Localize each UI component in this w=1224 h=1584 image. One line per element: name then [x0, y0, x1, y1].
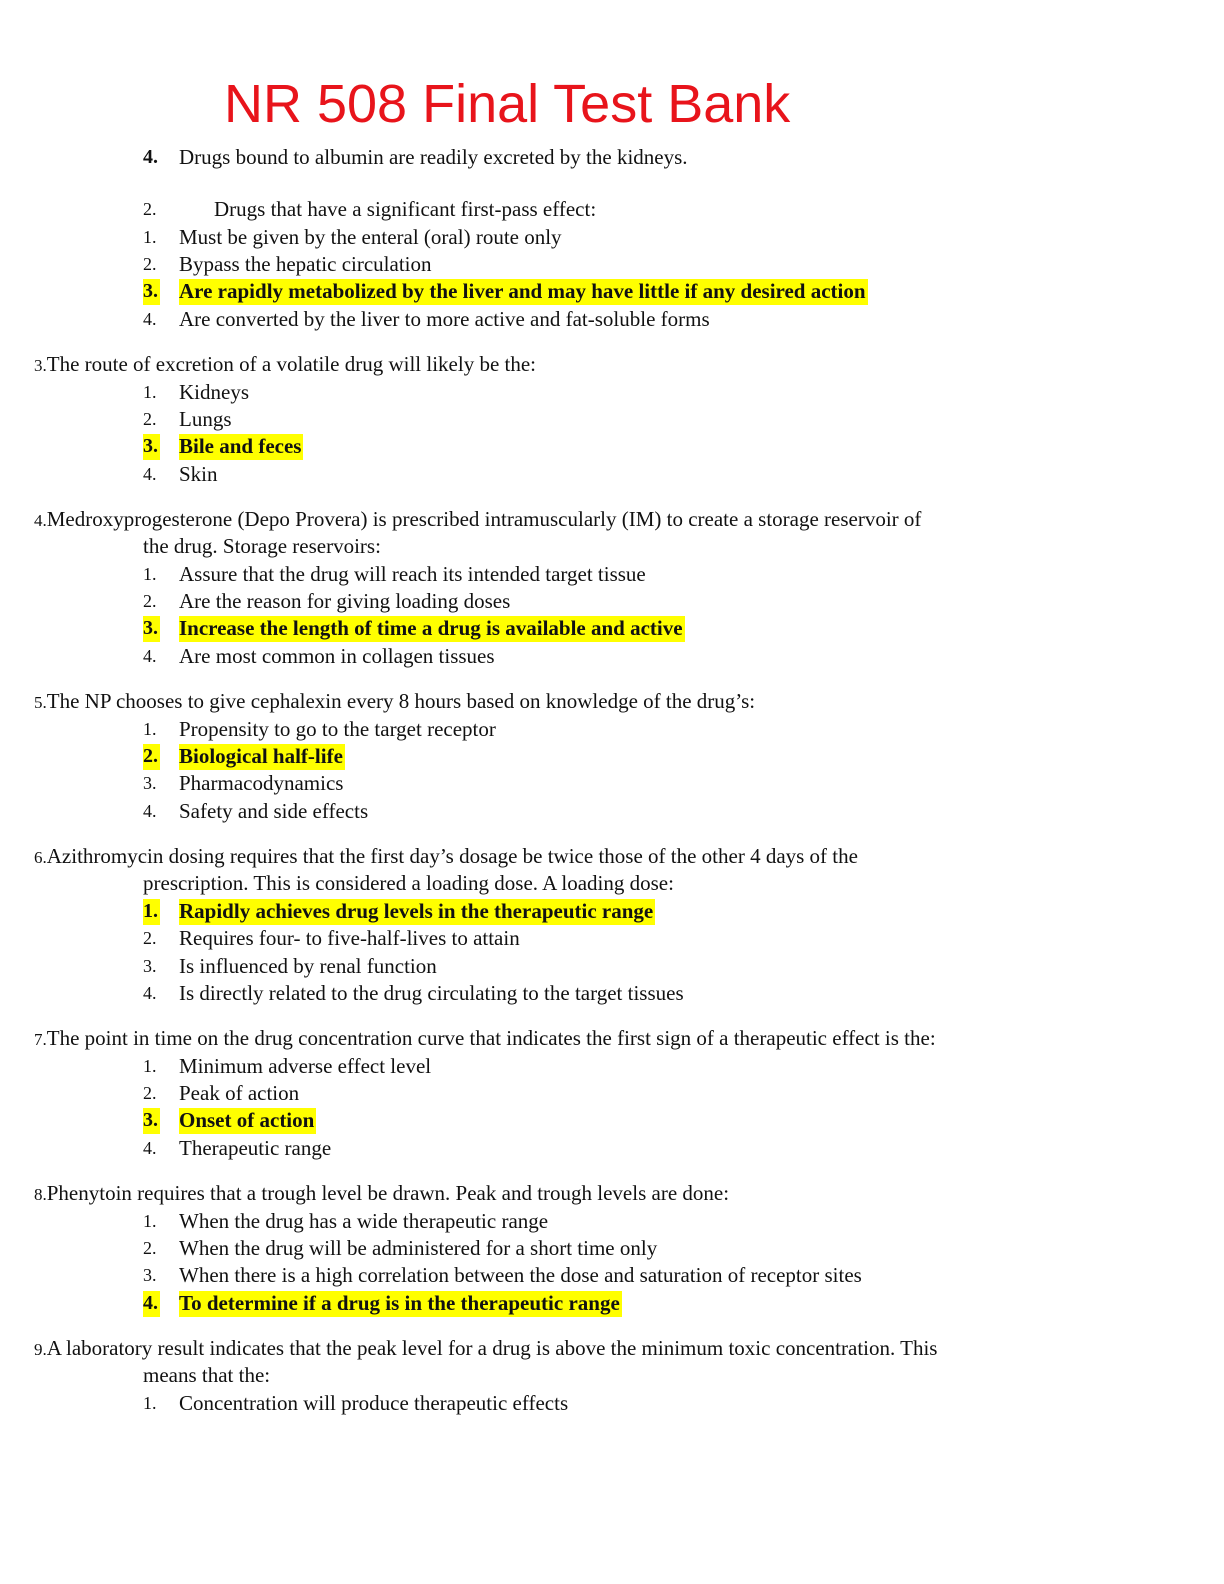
answer-option: When the drug has a wide therapeutic range [179, 1209, 549, 1233]
answer-option: Must be given by the enteral (oral) route only [179, 225, 562, 249]
question-text: The point in time on the drug concentration curve that indicates the first sign of a therapeutic effect is the: [46, 1026, 936, 1050]
answer-option: Safety and side effects [179, 799, 369, 823]
answer-option: Minimum adverse effect level [179, 1054, 432, 1078]
answer-option: Pharmacodynamics [179, 771, 344, 795]
answer-option: Are converted by the liver to more active and fat-soluble forms [179, 307, 710, 331]
option-number: 4. [143, 464, 157, 484]
answer-option: Assure that the drug will reach its intended target tissue [179, 562, 646, 586]
option-number: 2. [143, 254, 157, 274]
option-number: 4. [143, 1291, 160, 1317]
option-number: 4. [143, 146, 158, 168]
question-number: 8. [34, 1185, 47, 1204]
question-number: 9. [34, 1340, 47, 1359]
option-number: 1. [143, 227, 157, 247]
option-number: 1. [143, 1393, 157, 1413]
question-text: A laboratory result indicates that the peak level for a drug is above the minimum toxic concentration. This [46, 1336, 938, 1360]
highlighted-answer: Bile and feces [179, 434, 302, 458]
answer-option: Requires four- to five-half-lives to attain [179, 926, 520, 950]
question-stem [34, 1181, 729, 1207]
option-number: 3. [143, 1108, 160, 1134]
answer-option: When there is a high correlation between the dose and saturation of receptor sites [179, 1263, 862, 1287]
option-number: 4. [143, 1138, 157, 1158]
answer-option: When the drug will be administered for a short time only [179, 1236, 658, 1260]
option-number: 1. [143, 899, 160, 925]
question-stem-continued: means that the: [143, 1363, 271, 1387]
answer-option: Lungs [179, 407, 232, 431]
option-number: 3. [143, 616, 160, 642]
highlighted-answer: Rapidly achieves drug levels in the therapeutic range [179, 899, 654, 923]
option-number: 2. [143, 409, 157, 429]
answer-option: Peak of action [179, 1081, 300, 1105]
option-number: 2. [143, 1238, 157, 1258]
answer-option: Bypass the hepatic circulation [179, 252, 432, 276]
answer-option: Drugs bound to albumin are readily excreted by the kidneys. [179, 145, 688, 169]
highlighted-answer: Onset of action [179, 1108, 315, 1132]
option-number: 4. [143, 801, 157, 821]
question-stem-continued: the drug. Storage reservoirs: [143, 534, 381, 558]
question-stem [34, 844, 858, 870]
question-stem: Drugs that have a significant first-pass effect: [214, 197, 597, 221]
option-number: 1. [143, 1211, 157, 1231]
option-number: 4. [143, 646, 157, 666]
answer-option: Are the reason for giving loading doses [179, 589, 511, 613]
answer-option: Skin [179, 462, 218, 486]
question-text: The NP chooses to give cephalexin every 8 hours based on knowledge of the drug’s: [46, 689, 756, 713]
option-number: 1. [143, 382, 157, 402]
question-text: Azithromycin dosing requires that the first day’s dosage be twice those of the other 4 days of the [46, 844, 858, 868]
option-number: 3. [143, 773, 157, 793]
page-title: NR 508 Final Test Bank [224, 74, 791, 134]
question-number: 6. [34, 848, 47, 867]
highlighted-answer: To determine if a drug is in the therapeutic range [179, 1291, 620, 1315]
question-stem [34, 1026, 936, 1052]
question-stem-continued: prescription. This is considered a loading dose. A loading dose: [143, 871, 674, 895]
question-stem [34, 1336, 937, 1362]
highlighted-answer: Increase the length of time a drug is available and active [179, 616, 683, 640]
option-number: 1. [143, 719, 157, 739]
option-number: 4. [143, 309, 157, 329]
option-number: 3. [143, 956, 157, 976]
highlighted-answer: Are rapidly metabolized by the liver and may have little if any desired action [179, 279, 866, 303]
question-text: The route of excretion of a volatile drug will likely be the: [46, 352, 537, 376]
question-number: 7. [34, 1030, 47, 1049]
option-number: 1. [143, 564, 157, 584]
answer-option: Propensity to go to the target receptor [179, 717, 496, 741]
answer-option: Kidneys [179, 380, 249, 404]
answer-option: Is influenced by renal function [179, 954, 437, 978]
question-text: Phenytoin requires that a trough level be drawn. Peak and trough levels are done: [46, 1181, 730, 1205]
question-number: 3. [34, 356, 47, 375]
answer-option: Concentration will produce therapeutic effects [179, 1391, 569, 1415]
option-number: 2. [143, 928, 157, 948]
option-number: 3. [143, 434, 160, 460]
question-number: 2. [143, 199, 157, 219]
question-stem [34, 689, 755, 715]
option-number: 2. [143, 744, 160, 770]
option-number: 3. [143, 1265, 157, 1285]
option-number: 2. [143, 1083, 157, 1103]
option-number: 2. [143, 591, 157, 611]
question-text: Medroxyprogesterone (Depo Provera) is prescribed intramuscularly (IM) to create a storage reservoir of [46, 507, 922, 531]
answer-option: Are most common in collagen tissues [179, 644, 495, 668]
option-number: 1. [143, 1056, 157, 1076]
question-number: 5. [34, 693, 47, 712]
answer-option: Is directly related to the drug circulating to the target tissues [179, 981, 684, 1005]
answer-option: Therapeutic range [179, 1136, 332, 1160]
option-number: 4. [143, 983, 157, 1003]
highlighted-answer: Biological half-life [179, 744, 343, 768]
question-stem [34, 507, 921, 533]
question-stem [34, 352, 536, 378]
option-number: 3. [143, 279, 160, 305]
question-number: 4. [34, 511, 47, 530]
